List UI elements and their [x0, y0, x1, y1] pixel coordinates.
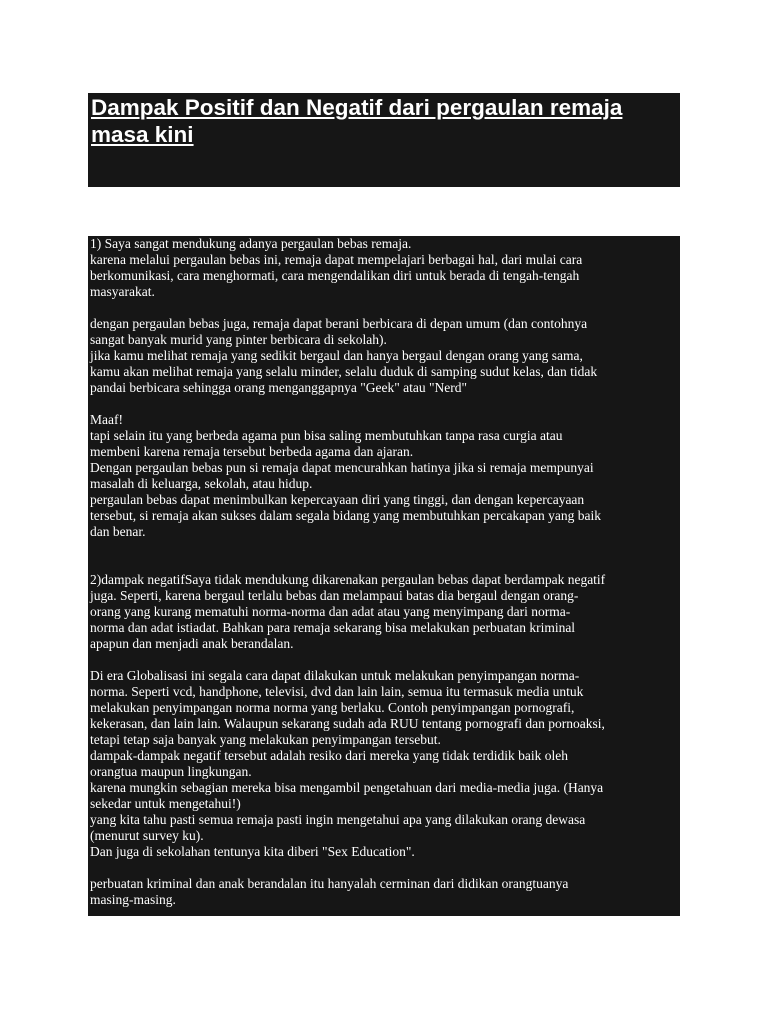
- document-title: Dampak Positif dan Negatif dari pergaulan remaja masa kini: [91, 95, 623, 147]
- body-block: [88, 236, 680, 916]
- body-text: 1) Saya sangat mendukung adanya pergaulan bebas remaja. karena melalui pergaulan bebas ini, remaja dapat mempelajari berbagai hal, dari mulai cara berkomunikasi, cara menghormati, cara mengendalikan diri untuk berada di tengah-tengah masyarakat. dengan pergaulan bebas juga, remaja dapat berani berbicara di depan umum (dan contohnya sangat banyak murid yang pinter berbicara di sekolah). jika kamu melihat remaja yang sedikit bergaul dan hanya bergaul dengan orang yang sama, kamu akan melihat remaja yang selalu minder, selalu duduk di samping sudut kelas, dan tidak pandai berbicara sehingga orang menganggapnya "Geek" atau "Nerd" Maaf! tapi selain itu yang berbeda agama pun bisa saling membutuhkan tanpa rasa curgia atau membeni karena remaja tersebut berbeda agama dan ajaran. Dengan pergaulan bebas pun si remaja dapat mencurahkan hatinya jika si remaja mempunyai masalah di keluarga, sekolah, atau hidup. pergaulan bebas dapat menimbulkan kepercayaan diri yang tinggi, dan dengan kepercayaan tersebut, si remaja akan sukses dalam segala bidang yang membutuhkan percakapan yang baik dan benar. 2)dampak negatifSaya tidak mendukung dikarenakan pergaulan bebas dapat berdampak negatif juga. Seperti, karena bergaul terlalu bebas dan melampaui batas dia bergaul dengan orang- orang yang kurang mematuhi norma-norma dan adat atau yang menyimpang dari norma- norma dan adat istiadat. Bahkan para remaja sekarang bisa melakukan perbuatan kriminal apapun dan menjadi anak berandalan. Di era Globalisasi ini segala cara dapat dilakukan untuk melakukan penyimpangan norma- norma. Seperti vcd, handphone, televisi, dvd dan lain lain, semua itu termasuk media untuk melakukan penyimpangan norma norma yang berlaku. Contoh penyimpangan pornografi, kekerasan, dan lain lain. Walaupun sekarang sudah ada RUU tentang pornografi dan pornoaksi, tetapi tetap saja banyak yang melakukan penyimpangan tersebut. dampak-dampak negatif tersebut adalah resiko dari mereka yang tidak terdidik baik oleh orangtua maupun lingkungan. karena mungkin sebagian mereka bisa mengambil pengetahuan dari media-media juga. (Hanya sekedar untuk mengetahui!) yang kita tahu pasti semua remaja pasti ingin mengetahui apa yang dilakukan orang dewasa (menurut survey ku). Dan juga di sekolahan tentunya kita diberi "Sex Education". perbuatan kriminal dan anak berandalan itu hanyalah cerminan dari didikan orangtuanya masing-masing.: [90, 236, 606, 907]
- title-block: [88, 93, 680, 187]
